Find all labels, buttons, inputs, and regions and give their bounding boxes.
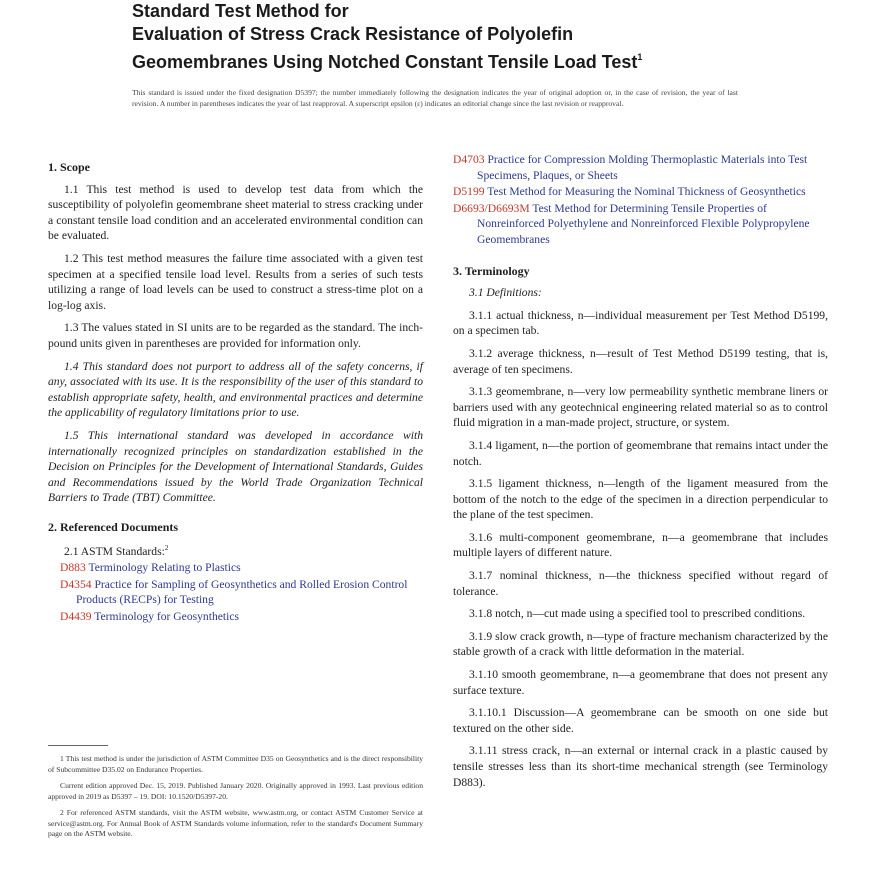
term-notch: 3.1.8 notch, n—cut made using a specified tool to prescribed conditions. [469, 607, 806, 621]
ref-title-link[interactable]: Practice for Compression Molding Thermoplastic Materials into Test Specimens, Plaques, or Sheets [477, 153, 808, 182]
term-average-thickness: 3.1.2 average thickness, n—result of Test Method D5199 testing, that is, average of ten specimens. [453, 346, 828, 376]
term-multi-component-geomembrane: 3.1.6 multi-component geomembrane, n—a geomembrane that includes multiple layers of different nature. [453, 530, 828, 560]
term-discussion: 3.1.10.1 Discussion—A geomembrane can be smooth on one side but textured on the other side. [453, 706, 828, 735]
title-footnote-mark: 1 [637, 52, 643, 62]
section-1-4: 1.4 This standard does not purport to address all of the safety concerns, if any, associated with its use. It is the responsibility of the user of this standard to establish appropriate safety, health, and environmental practices and determine the applicability of regulatory limitations prior to use. [48, 359, 423, 420]
definitions-heading: 3.1 Definitions: [469, 286, 542, 300]
left-column [48, 154, 423, 625]
title-line-2: Evaluation of Stress Crack Resistance of Polyolefin [132, 24, 574, 44]
footnote-1: 1 This test method is under the jurisdiction of ASTM Committee D35 on Geosynthetics and is the direct responsibility of Subcommittee D35.02 on Endurance Properties. [48, 754, 423, 774]
term-ligament-thickness: 3.1.5 ligament thickness, n—length of the ligament measured from the bottom of the notch to the edge of the specimen in a direction perpendicular to the plane of the test specimen. [453, 477, 828, 522]
ref-item [60, 560, 423, 576]
section-1-3: 1.3 The values stated in SI units are to be regarded as the standard. The inch-pound units given in parentheses are provided for information only. [48, 321, 423, 350]
ref-item [453, 184, 828, 200]
ref-title-link[interactable]: Practice for Sampling of Geosynthetics and Rolled Erosion Control Products (RECPs) for Testing [76, 577, 408, 607]
designation-notice: This standard is issued under the fixed designation D5397; the number immediately following the designation indicates the year of original adoption or, in the case of revision, the year of last revision. A number in parentheses indicates the year of last reapproval. A superscript epsilon (ε) indicates an editorial change since the last revision or reapproval. [132, 88, 738, 108]
title-line-3 [132, 46, 812, 74]
scope-heading: 1. Scope [48, 160, 90, 174]
term-slow-crack-growth: 3.1.9 slow crack growth, n—type of fracture mechanism characterized by the stable growth of a crack with little deformation in the material. [453, 629, 828, 659]
footnote-2: 2 For referenced ASTM standards, visit the ASTM website, www.astm.org, or contact ASTM Customer Service at service@astm.org. For Annual Book of ASTM Standards volume information, refer to the standard's Document Summary page on the ASTM website. [48, 808, 423, 838]
term-stress-crack: 3.1.11 stress crack, n—an external or internal crack in a plastic caused by tensile stresses less than its short-time mechanical strength (see Terminology D883). [453, 744, 828, 789]
ref-title-link[interactable]: Test Method for Determining Tensile Properties of Nonreinforced Polyethylene and Nonreinforced Flexible Polypropylene Geomembranes [477, 201, 810, 246]
footnote-1-edition: Current edition approved Dec. 15, 2019. Published January 2020. Originally approved in 1993. Last previous edition approved in 2019 as D5397 – 19. DOI: 10.1520/D5397-20. [48, 781, 423, 801]
ref-item [453, 152, 828, 183]
title-line-1: Standard Test Method for [132, 1, 349, 21]
footnotes [48, 745, 423, 846]
astm-standards-label: 2.1 ASTM Standards: [64, 545, 165, 559]
ref-code-link[interactable]: D4703 [453, 153, 485, 166]
ref-title-link[interactable]: Test Method for Measuring the Nominal Thickness of Geosynthetics [487, 185, 806, 199]
document-title [132, 0, 812, 74]
title-line-3-text: Geomembranes Using Notched Constant Tensile Load Test [132, 52, 638, 72]
ref-item [60, 609, 423, 625]
term-ligament: 3.1.4 ligament, n—the portion of geomembrane that remains intact under the notch. [453, 438, 828, 468]
ref-code-link[interactable]: D4439 [60, 609, 92, 623]
ref-code-link[interactable]: D883 [60, 560, 86, 574]
term-geomembrane: 3.1.3 geomembrane, n—very low permeability synthetic membrane liners or barriers used with any geotechnical engineering related material so as to control fluid migration in a man-made project, structure, or system. [453, 385, 828, 430]
ref-title-link[interactable]: Terminology Relating to Plastics [88, 560, 241, 574]
term-smooth-geomembrane: 3.1.10 smooth geomembrane, n—a geomembrane that does not present any surface texture. [453, 668, 828, 697]
section-1-2: 1.2 This test method measures the failure time associated with a given test specimen at a specified tensile load level. Results from a series of such tests utilizing a range of load levels can be used to construct a stress-time plot on a log-log axis. [48, 251, 423, 312]
right-column [453, 152, 828, 797]
term-actual-thickness: 3.1.1 actual thickness, n—individual measurement per Test Method D5199, on a specimen tab. [453, 308, 828, 338]
section-1-1: 1.1 This test method is used to develop test data from which the susceptibility of polyolefin geomembrane sheet material to stress cracking under a constant tensile load condition and an accelerated environmental condition can be evaluated. [48, 182, 423, 243]
terminology-heading: 3. Terminology [453, 263, 530, 278]
ref-code-link[interactable]: D6693/D6693M [453, 201, 530, 215]
ref-code-link[interactable]: D5199 [453, 185, 485, 199]
astm-footnote-mark: 2 [164, 544, 169, 553]
term-nominal-thickness: 3.1.7 nominal thickness, n—the thickness specified without regard of tolerance. [453, 569, 828, 598]
ref-title-link[interactable]: Terminology for Geosynthetics [94, 609, 239, 623]
astm-standards-line [64, 541, 423, 559]
right-ref-list [453, 152, 828, 248]
ref-code-link[interactable]: D4354 [60, 577, 92, 591]
footnote-divider [48, 745, 108, 746]
ref-item [60, 577, 423, 608]
section-1-5: 1.5 This international standard was developed in accordance with internationally recognized principles on standardization established in the Decision on Principles for the Development of International Standards, Guides and Recommendations issued by the World Trade Organization Technical Barriers to Trade (TBT) Committee. [48, 428, 423, 505]
referenced-documents-heading: 2. Referenced Documents [48, 519, 179, 534]
ref-item [453, 201, 828, 248]
left-ref-list [48, 560, 423, 624]
